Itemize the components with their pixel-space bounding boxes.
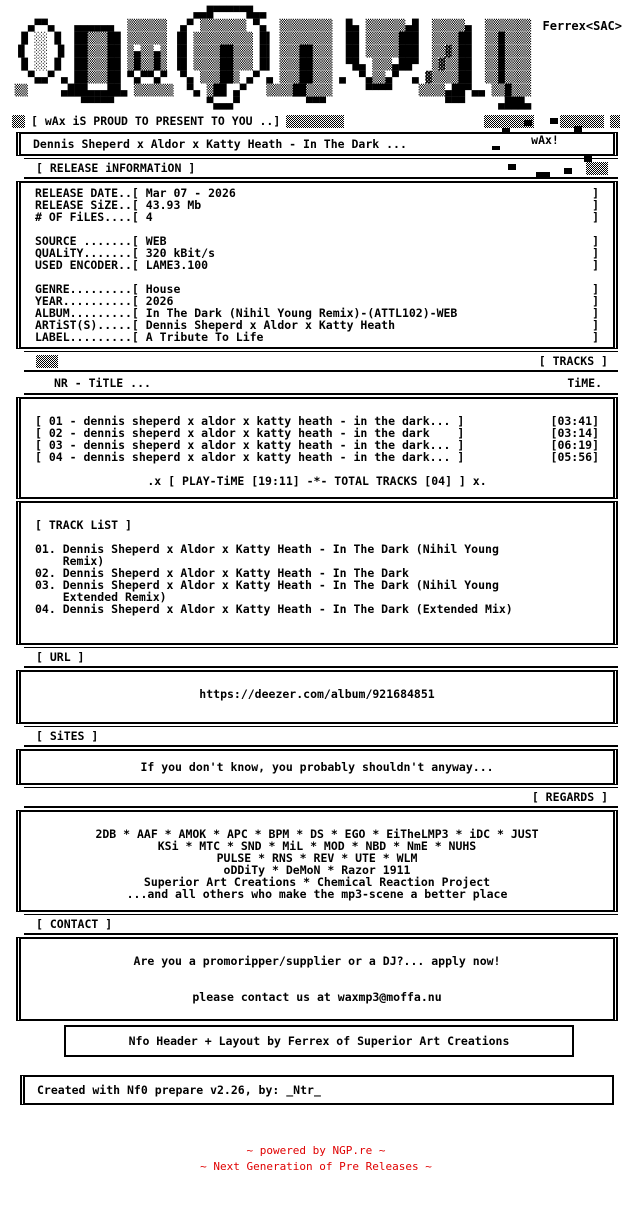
ngp-footer [0,1143,632,1175]
bubble-dot [574,126,582,132]
contact-apply-text: Are you a promoripper/supplier or a DJ?... apply now! [133,954,501,968]
created-with-text: Created with Nf0 prepare v2.26, by: _Ntr_ [37,1083,321,1097]
release-url[interactable]: https://deezer.com/album/921684851 [199,687,435,701]
playtime-summary: .x [ PLAY-TiME [19:11] -*- TOTAL TRACKS [04] ] x. [147,474,487,488]
release-title: Dennis Sheperd x Aldor x Katty Heath - In The Dark ... [33,137,407,151]
nfo-page [0,6,632,1218]
track-title: [ 04 - dennis sheperd x aldor x katty heath - in the dark... ] [35,450,465,464]
field-bracket: ] [592,198,599,212]
field-value: 320 kBit/s [145,246,216,260]
art-line: ▀▄▄▀ ▄ ██▒▒▒██ ▀▄▀▀▄▀ ▀▄ ▒▒▒██▒ ▄▀ ▄ ▒▒▒██▒▒▒ ▄ ▀▄▒▒▄▀ ▄ ▓▒▒▒▒██ ▒▒█▒▒▒▒ [8,71,532,84]
footer-powered-by: ~ powered by NGP.re ~ [246,1144,386,1157]
info-field-num-files [35,211,599,223]
field-label: GENRE.........[ [35,282,146,296]
field-label: LABEL.........[ [35,330,146,344]
track-list-heading: [ TRACK LiST ] [35,518,132,532]
track-title: [ 03 - dennis sheperd x aldor x katty heath - in the dark... ] [35,438,465,452]
field-bracket: ] [592,306,599,320]
hatch-block [286,115,344,128]
field-label: ALBUM.........[ [35,306,146,320]
track-list-line: Remix) [35,554,105,568]
regards-line: ...and all others who make the mp3-scene a better place [126,887,508,901]
regards-box [16,810,618,912]
track-time: [03:41] [550,414,599,428]
section-label: [ URL ] [36,650,85,664]
info-field-encoder [35,259,599,271]
presents-text: [ wAx iS PROUD TO PRESENT TO YOU ..] [31,114,281,128]
track-time: [06:19] [550,438,599,452]
tracks-box [16,397,618,499]
field-label: ARTiST(S).....[ [35,318,146,332]
bubble-dot [508,164,516,170]
field-bracket: ] [592,186,599,200]
regards-line: KSi * MTC * SND * MiL * MOD * NBD * NmE * NUHS [157,839,477,853]
field-value: 2026 [145,294,174,308]
field-label: SOURCE .......[ [35,234,146,248]
track-list-line: 03. Dennis Sheperd x Aldor x Katty Heath - In The Dark (Nihil Young [35,578,499,592]
art-line: ▄▄█▀▀▀▀▀█▄▄ [8,6,545,19]
col-time: TiME. [567,376,602,390]
hatch-block [36,355,58,368]
art-line: ▄▀▀▄ ▄▄▄▄▄▄ ▒▒▒▒▒▒ ▄▀ ▒▒▒▒▒▒▒ ▀▄ ▒▒▒▒▒▒▒▒ █▄ ▒▒▒▒▒▒▄█ ▒▒▒▒▒▄ ▒▒▒▒▒▒▒ [8,19,532,32]
url-box [16,670,618,724]
track-list-line: 02. Dennis Sheperd x Aldor x Katty Heath - In The Dark [35,566,409,580]
field-bracket: ] [592,318,599,332]
contact-email-text: please contact us at waxmp3@moffa.nu [192,990,442,1004]
track-list-line: 01. Dennis Sheperd x Aldor x Katty Heath - In The Dark (Nihil Young [35,542,499,556]
art-line: ▐▌ ░░ ▐▌ ██▒▒▒██ ▒▄▒▒▄▒ ▐█ ▒▒▒▒██▒▒▒ █▌ ▒▒▒██▒▒▒ ██ ▒▒▒▒▒███ ▒▒▓▒██ ▒▒█▒▒▒▒ [8,45,532,58]
sites-box [16,749,618,785]
layout-credit-text: Nfo Header + Layout by Ferrex of Superior Art Creations [128,1034,510,1048]
track-time: [05:56] [550,450,599,464]
field-label: QUALiTY.......[ [35,246,146,260]
track-time: [03:14] [550,426,599,440]
group-credit: Ferrex<SAC> [542,19,622,33]
field-bracket: ] [592,330,599,344]
field-value: 43.93 Mb [145,198,202,212]
sites-text: If you don't know, you probably shouldn't anyway... [140,760,494,774]
section-bar-regards [24,787,618,808]
field-label: YEAR..........[ [35,294,146,308]
bubble-label: wAx! [492,134,598,146]
field-label: USED ENCODER..[ [35,258,146,272]
section-label: [ TRACKS ] [538,354,608,368]
tracks-column-headers [24,374,618,395]
release-info-box [16,181,618,349]
field-value: In The Dark (Nihil Young Remix)-(ATTL102)-WEB [145,306,458,320]
ascii-art-logo [8,6,632,110]
field-bracket: ] [592,282,599,296]
section-bar-tracks [24,351,618,372]
bubble-dot [564,168,572,174]
contact-box [16,937,618,1021]
regards-line: PULSE * RNS * REV * UTE * WLM [216,851,418,865]
track-title: [ 02 - dennis sheperd x aldor x katty heath - in the dark ] [35,426,465,440]
regards-line: 2DB * AAF * AMOK * APC * BPM * DS * EGO * EiTheLMP3 * iDC * JUST [95,827,539,841]
field-label: RELEASE SiZE..[ [35,198,146,212]
bubble-dot [536,172,550,178]
bubble-dot [524,120,532,126]
field-label: RELEASE DATE..[ [35,186,146,200]
regards-line: oDDiTy * DeMoN * Razor 1911 [223,863,411,877]
field-label: # OF FiLES....[ [35,210,146,224]
field-value: House [145,282,181,296]
section-label: [ REGARDS ] [531,790,608,804]
track-list-line: Extended Remix) [35,590,167,604]
field-value: A Tribute To Life [145,330,264,344]
hatch-block [610,115,620,128]
art-line: █ ░░ █ ██▒▒▒██ ▒▒▒▒▒▒ ▐█ ▒▒▒▒▒▒▒▒▒ █▌ ▒▒▒▒▒▒▒▒ ██ ▒▒▒▒▒███ ▒▒▒▒██ ▒▒█▒▒▒▒ [8,32,532,45]
track-list-line: 04. Dennis Sheperd x Aldor x Katty Heath - In The Dark (Extended Mix) [35,602,513,616]
art-line: ▒▒ ▄███▄▄▄██▄ ▒▒▒▒▒▒ ▀▄ ▒██ ▄▀ ▒▒▒▒██▒▒▒▒ ▀▀▀▀ ▒▒▒▒▄██▀▄▄ ▒▒█▒▒▒ [8,84,538,97]
created-with-box [20,1075,614,1105]
art-line: █ ░░ █ ██▒▒▒██ ▒█▒▒█▒ ▐█ ▒▒▒▒██▒▒▒ █▌ ▒▒▒██▒▒▒ ▀█▄ ▒▒▒▄██▀ ▒▓▒▒██ ▒▒█▒▒▒▒ [8,58,532,71]
field-bracket: ] [592,234,599,248]
section-label: [ RELEASE iNFORMATiON ] [36,161,196,175]
col-nr-title: NR - TiTLE ... [54,376,151,390]
bubble-dot [584,156,592,162]
field-bracket: ] [592,294,599,308]
wax-bubble [492,118,598,176]
field-value: Dennis Sheperd x Aldor x Katty Heath [145,318,396,332]
layout-credit-box [64,1025,574,1057]
art-line: ▀▀▀▀▀ ▀▄▄▄▀ ▀▀▀ ▀▀▀ ▄███▄ [8,97,545,110]
track-list-box [16,501,618,645]
field-value: 4 [145,210,153,224]
regards-line: Superior Art Creations * Chemical Reaction Project [143,875,491,889]
section-label: [ SiTES ] [36,729,99,743]
field-value: Mar 07 - 2026 [145,186,236,200]
field-bracket: ] [592,246,599,260]
footer-tagline: ~ Next Generation of Pre Releases ~ [200,1160,432,1173]
field-bracket: ] [592,210,599,224]
track-row [35,451,599,463]
field-value: WEB [145,234,167,248]
bubble-dot [550,118,558,124]
section-bar-contact [24,914,618,935]
info-field-label [35,331,599,343]
section-label: [ CONTACT ] [36,917,113,931]
field-bracket: ] [592,258,599,272]
track-title: [ 01 - dennis sheperd x aldor x katty heath - in the dark... ] [35,414,465,428]
field-value: LAME3.100 [145,258,209,272]
section-bar-sites [24,726,618,747]
hatch-block [12,115,25,128]
section-bar-url [24,647,618,668]
